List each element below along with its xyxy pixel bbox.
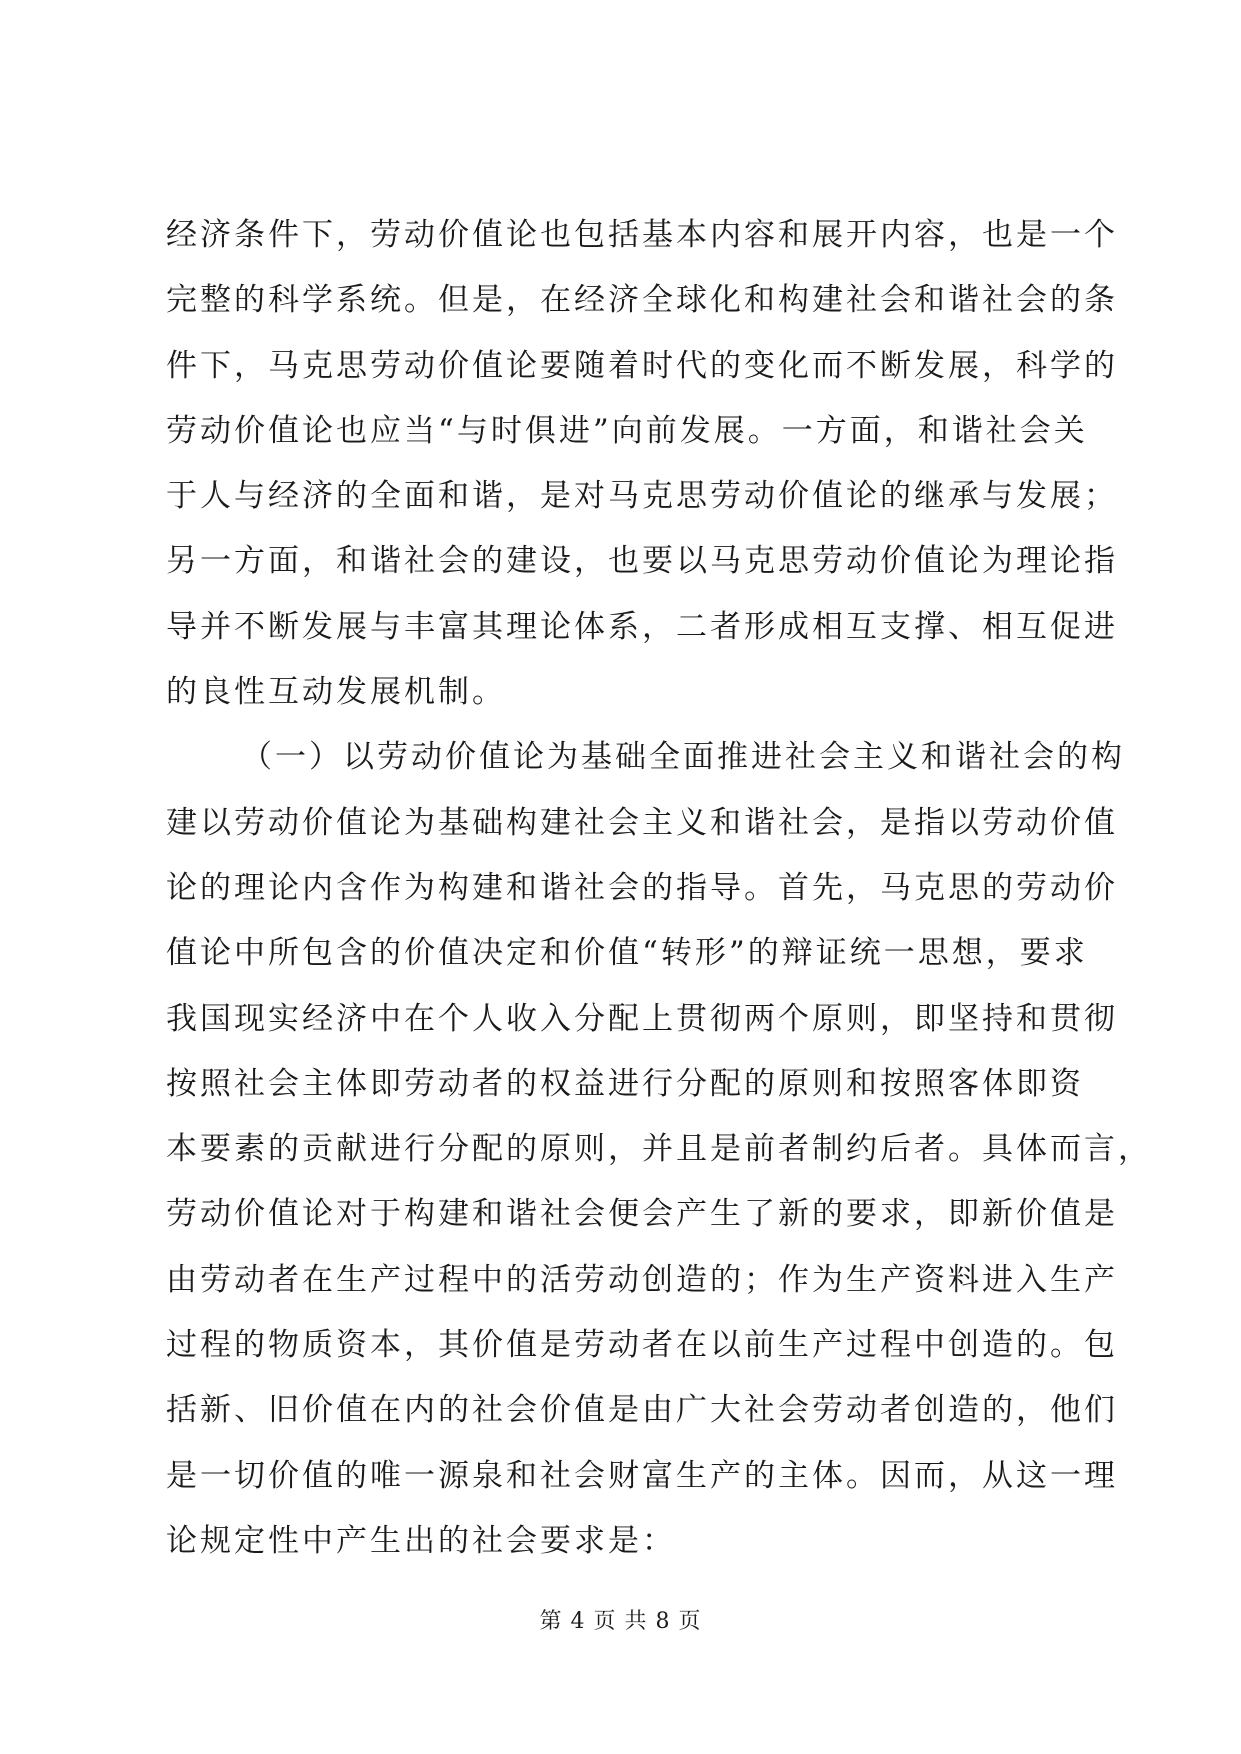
text-line: 由劳动者在生产过程中的活劳动创造的；作为生产资料进入生产 bbox=[166, 1261, 1118, 1298]
text-line: 劳动价值论对于构建和谐社会便会产生了新的要求，即新价值是 bbox=[166, 1196, 1118, 1233]
text-line: 另一方面，和谐社会的建设，也要以马克思劳动价值论为理论指 bbox=[166, 543, 1118, 580]
text-line: 括新、旧价值在内的社会价值是由广大社会劳动者创造的，他们 bbox=[166, 1392, 1118, 1429]
text-line: 导并不断发展与丰富其理论体系，二者形成相互支撑、相互促进 bbox=[166, 608, 1118, 645]
text-line: 完整的科学系统。但是，在经济全球化和构建社会和谐社会的条 bbox=[166, 282, 1118, 319]
text-line: 按照社会主体即劳动者的权益进行分配的原则和按照客体即资 bbox=[166, 1065, 1084, 1102]
text-line: 是一切价值的唯一源泉和社会财富生产的主体。因而，从这一理 bbox=[166, 1457, 1118, 1494]
text-line: 于人与经济的全面和谐，是对马克思劳动价值论的继承与发展； bbox=[166, 478, 1118, 515]
body-text bbox=[166, 203, 1152, 1574]
text-line: 的良性互动发展机制。 bbox=[166, 674, 506, 711]
text-line: 我国现实经济中在个人收入分配上贯彻两个原则，即坚持和贯彻 bbox=[166, 1000, 1118, 1037]
text-line: 过程的物质资本，其价值是劳动者在以前生产过程中创造的。包 bbox=[166, 1327, 1118, 1364]
text-line: 值论中所包含的价值决定和价值“转形”的辩证统一思想，要求 bbox=[166, 935, 1088, 972]
text-line: 件下，马克思劳动价值论要随着时代的变化而不断发展，科学的 bbox=[166, 347, 1118, 384]
text-line: 论规定性中产生出的社会要求是： bbox=[166, 1522, 676, 1559]
text-line: 建以劳动价值论为基础构建社会主义和谐社会，是指以劳动价值 bbox=[166, 804, 1118, 841]
text-line: 本要素的贡献进行分配的原则，并且是前者制约后者。具体而言， bbox=[166, 1131, 1152, 1168]
text-line: 经济条件下，劳动价值论也包括基本内容和展开内容，也是一个 bbox=[166, 217, 1118, 253]
page-number-footer: 第 4 页 共 8 页 bbox=[539, 1609, 702, 1634]
text-line: 劳动价值论也应当“与时俱进”向前发展。一方面，和谐社会关 bbox=[166, 412, 1088, 449]
text-line: 论的理论内含作为构建和谐社会的指导。首先，马克思的劳动价 bbox=[166, 869, 1118, 906]
text-line: （一）以劳动价值论为基础全面推进社会主义和谐社会的构 bbox=[241, 739, 1125, 776]
